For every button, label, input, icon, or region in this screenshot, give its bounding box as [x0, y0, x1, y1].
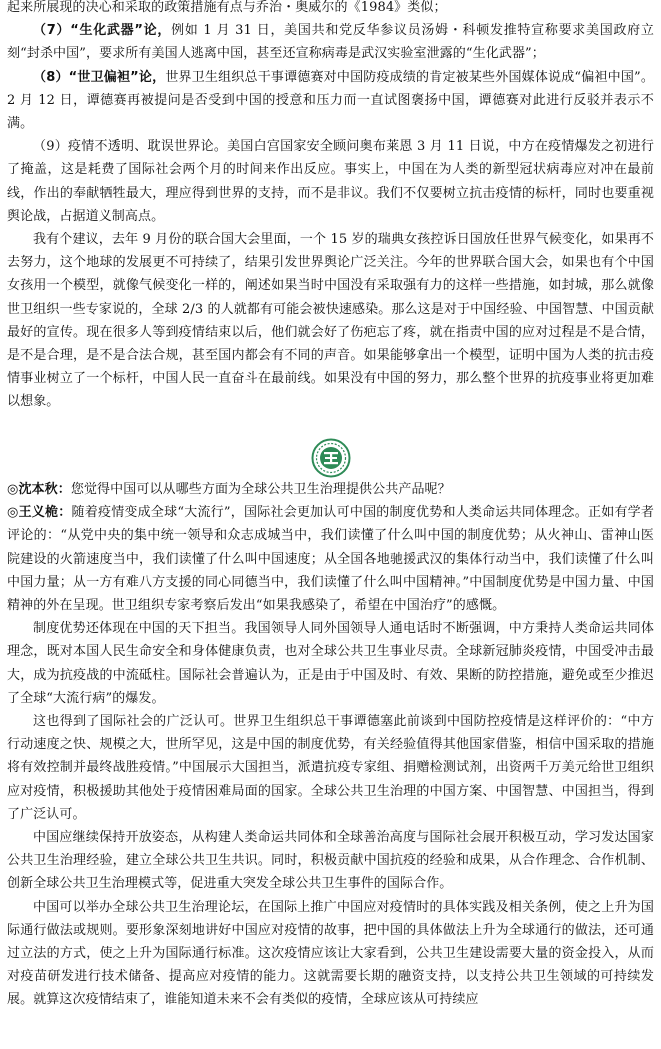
- section-one: [0, 0, 661, 414]
- question-paragraph: [0, 478, 661, 501]
- point-7-label: （7）“生化武器”论，: [33, 23, 172, 39]
- paragraph-forum: 中国可以举办全球公共卫生治理论坛，在国际上推广中国应对疫情时的具体实践及相关条例，使之上升为国际通行做法或规则。要形象深刻地讲好中国应对疫情的故事，把中国的具体做法上升为全球通行的做法，还可通过立法的方式，使之上升为国际通行标准。这次疫情应该让大家看到，公共卫生建设需要大量的资金投入，从而对疫苗研发进行技术储备、提高应对疫情的能力。这就需要长期的融资支持，以支持公共卫生领域的可持续发展。就算这次疫情结束了，谁能知道未来不会有类似的疫情，全球应该从可持续应: [7, 899, 654, 1008]
- point-8-label: （8）“世卫偏袒”论，: [33, 69, 166, 85]
- paragraph-responsibility: 制度优势还体现在中国的天下担当。我国领导人同外国领导人通电话时不断强调，中方秉持人类命运共同体理念，既对本国人民生命安全和身体健康负责，也对全球公共卫生事业尽责。全球新冠肺炎疫情，中国受冲击最大，成为抗疫战的中流砥柱。国际社会普遍认为，正是由于中国及时、有效、果断的防控措施，避免或至少推迟了全球“大流行病”的爆发。: [7, 621, 654, 706]
- point-9-label: （9）疫情不透明、耽误世界论。: [33, 139, 228, 155]
- question-text: 您觉得中国可以从哪些方面为全球公共卫生治理提供公共产品呢？: [70, 482, 451, 497]
- section-two: [0, 478, 661, 1012]
- questioner-label: ◎沈本秋：: [7, 482, 71, 497]
- section-divider: [0, 432, 661, 484]
- paragraph-proposal: 我有个建议，去年 9 月份的联合国大会里面，一个 15 岁的瑞典女孩控诉日国放任世界气候变化，如果再不去努力，这个地球的发展更不可持续了，结果引发世界舆论广泛关注。今年的世界联合国大会，如果也有个中国女孩用一个模型，就像气候变化一样的，阐述如果当时中国没有采取强有力的这样一些措施，如封城，那么就像世卫组织一些专家说的，全球 2/3 的人就都有可能会被快速感染。那么这是对于中国经验、中国智慧、中国贡献最好的宣传。现在很多人等到疫情结束以后，他们就会好了伤疤忘了疼，就在指责中国的应对过程是不是合情，是不是合理，是不是合法合规，甚至国内都会有不同的声音。如果能够拿出一个模型，证明中国为人类的抗击疫情事业树立了一个标杆，中国人民一直奋斗在最前线。如果没有中国的努力，那么整个世界的抗疫事业将更加难以想象。: [7, 232, 654, 410]
- point-9-text: 美国白宫国家安全顾问奥布莱恩 3 月 11 日说，中方在疫情爆发之初进行了掩盖，这是耗费了国际社会两个月的时间来作出反应。事实上，中国在为人类的新型冠状病毒应对冲在最前线，作出的奉献牺牲最大，理应得到世界的支持，而不是非议。我们不仅要树立抗击疫情的标杆，同时也要重视舆论战，占据道义制高点。: [7, 139, 654, 224]
- point-8-text: 世界卫生组织总干事谭德赛对中国防疫成绩的肯定被某些外国媒体说成“偏袒中国”。2 月 12 日，谭德赛再被提问是否受到中国的授意和压力而一直试图褒扬中国，谭德赛对此进行反驳并表示不满。: [7, 69, 655, 132]
- respondent-label: ◎王义桅：: [7, 505, 72, 521]
- paragraph-who-bias: [0, 66, 661, 136]
- paragraph-openness: 中国应继续保持开放姿态，从构建人类命运共同体和全球善治高度与国际社会展开积极互动，学习发达国家公共卫生治理经验，建立全球公共卫生共识。同时，积极贡献中国抗疫的经验和成果，从合作理念、合作机制、创新全球公共卫生治理模式等，促进重大突发全球公共卫生事件的国际合作。: [7, 830, 654, 892]
- paragraph-continuation: 起来所展现的决心和采取的政策措施有点与乔治・奥威尔的《1984》类似；: [7, 0, 447, 15]
- paragraph-biochemical-weapon: [0, 19, 661, 65]
- answer-text: 随着疫情变成全球“大流行”，国际社会更加认可中国的制度优势和人类命运共同体理念。正如有学者评论的：“从党中央的集中统一领导和众志成城当中，我们读懂了什么叫中国的制度优势；从火神山、雷神山医院建设的火箭速度当中，我们读懂了什么叫中国速度；从全国各地驰援武汉的集体行动当中，我们读懂了什么叫中国力量；从一方有难八方支援的同心同德当中，我们读懂了什么叫中国精神。”中国制度优势是中国力量、中国精神的外在呈现。世卫组织专家考察后发出“如果我感染了，希望在中国治疗”的感慨。: [7, 505, 655, 614]
- point-7-text: 例如 1 月 31 日，美国共和党反华参议员汤姆・科顿发推特宣称要求美国政府立刻“封杀中国”，要求所有美国人逃离中国，甚至还宣称病毒是武汉实验室泄露的“生化武器”；: [7, 23, 655, 62]
- paragraph-opacity: [0, 135, 661, 228]
- round-green-seal-icon: [311, 438, 351, 478]
- answer-paragraph: [0, 501, 661, 617]
- paragraph-recognition: 这也得到了国际社会的广泛认可。世界卫生组织总干事谭德塞此前谈到中国防控疫情是这样评价的：“中方行动速度之快、规模之大，世所罕见，这是中国的制度优势，有关经验值得其他国家借鉴，相信中国采取的措施将有效控制并最终战胜疫情。”中国展示大国担当，派遣抗疫专家组、捐赠检测试剂，出资两千万美元给世卫组织应对疫情，积极援助其他处于疫情困难局面的国家。全球公共卫生治理的中国方案、中国智慧、中国担当，得到了广泛认可。: [7, 714, 654, 822]
